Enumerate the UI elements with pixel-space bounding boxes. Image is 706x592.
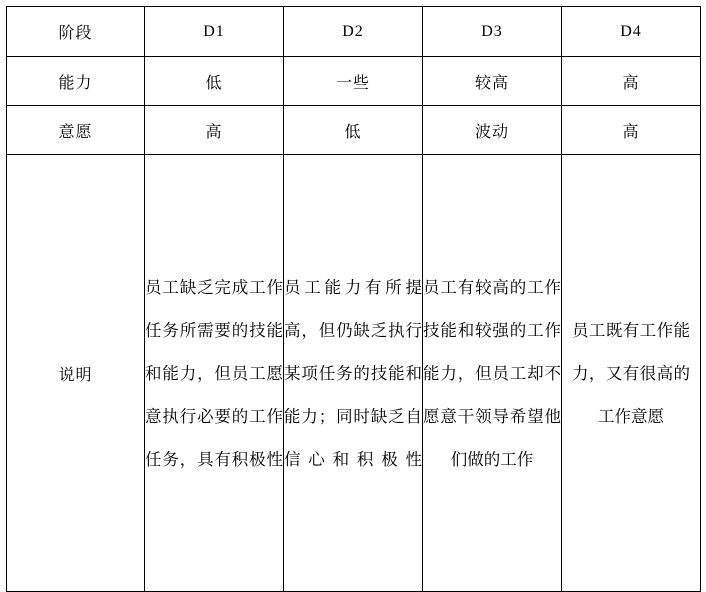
table-row [7, 106, 701, 155]
description-d4 [562, 155, 701, 592]
description-d3-text: 员工有较高的工作技能和较强的工作能力，但员工却不愿意干领导希望他们做的工作 [423, 277, 561, 469]
situational-leadership-table [6, 6, 701, 592]
description-d2 [284, 155, 423, 592]
description-d3 [423, 155, 562, 592]
ability-d1: 低 [145, 57, 284, 106]
description-d2-text: 员工能力有所提高，但仍缺乏执行某项任务的技能和能力；同时缺乏自信心和积极性 [284, 277, 422, 469]
description-d4-text: 员工既有工作能力，又有很高的工作意愿 [572, 320, 690, 426]
header-cell-d4: D4 [562, 7, 701, 57]
ability-d3: 较高 [423, 57, 562, 106]
ability-d4: 高 [562, 57, 701, 106]
row-label-description: 说明 [7, 155, 145, 592]
header-cell-stage: 阶段 [7, 7, 145, 57]
table-row [7, 155, 701, 592]
table-row [7, 57, 701, 106]
willingness-d1: 高 [145, 106, 284, 155]
willingness-d4: 高 [562, 106, 701, 155]
header-cell-d2: D2 [284, 7, 423, 57]
willingness-d2: 低 [284, 106, 423, 155]
table-header-row [7, 7, 701, 57]
header-cell-d3: D3 [423, 7, 562, 57]
row-label-ability: 能力 [7, 57, 145, 106]
description-d1 [145, 155, 284, 592]
description-d1-text: 员工缺乏完成工作任务所需要的技能和能力，但员工愿意执行必要的工作任务，具有积极性 [145, 277, 283, 469]
row-label-willingness: 意愿 [7, 106, 145, 155]
ability-d2: 一些 [284, 57, 423, 106]
willingness-d3: 波动 [423, 106, 562, 155]
header-cell-d1: D1 [145, 7, 284, 57]
